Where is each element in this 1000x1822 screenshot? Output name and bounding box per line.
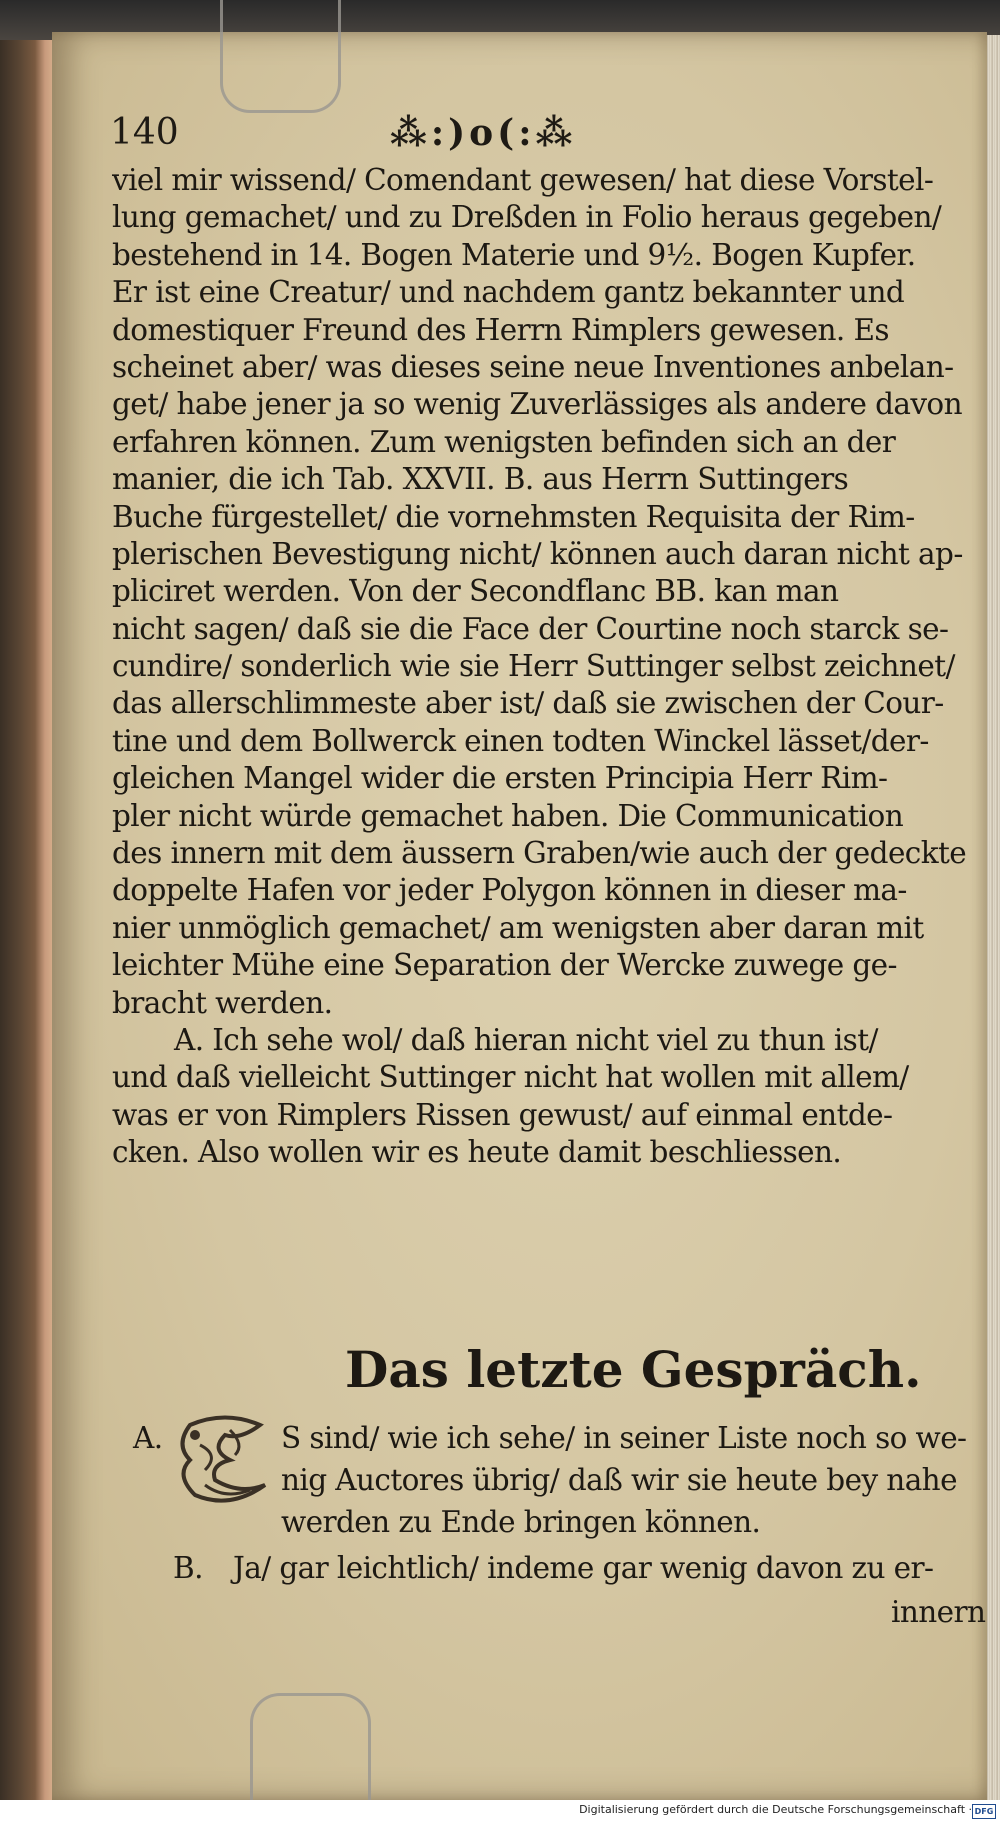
digitization-credit: Digitalisierung gefördert durch die Deutsche Forschungsgemeinschaft · [579, 1803, 972, 1816]
text-line: des innern mit dem äussern Graben/wie auch der gedeckte [112, 836, 967, 871]
body-text [112, 162, 988, 1172]
catchword: innern [891, 1595, 986, 1629]
text-line: gleichen Mangel wider die ersten Principia Herr Rim- [112, 761, 888, 796]
text-line: doppelte Hafen vor jeder Polygon können in dieser ma- [112, 873, 907, 908]
text-line: tine und dem Bollwerck einen todten Winckel lässet/der- [112, 723, 929, 758]
dialogue-line: Ja/ gar leichtlich/ indeme gar wenig davon zu er- [233, 1551, 934, 1585]
text-line: cken. Also wollen wir es heute damit beschliessen. [112, 1135, 842, 1170]
text-line: bestehend in 14. Bogen Materie und 9½. Bogen Kupfer. [112, 237, 916, 272]
text-line: bracht werden. [112, 985, 333, 1020]
dialogue-line: nig Auctores übrig/ daß wir sie heute bey nahe [281, 1463, 957, 1497]
text-line: A. Ich sehe wol/ daß hieran nicht viel zu thun ist/ [174, 1022, 878, 1057]
text-line: plerischen Bevestigung nicht/ können auch daran nicht ap- [112, 536, 963, 571]
speaker-b: B. [173, 1551, 203, 1585]
text-line: was er von Rimplers Rissen gewust/ auf einmal entde- [112, 1097, 893, 1132]
text-line: lung gemachet/ und zu Dreßden in Folio heraus gegeben/ [112, 200, 942, 235]
speaker-a: A. [133, 1421, 163, 1455]
text-line: cundire/ sonderlich wie sie Herr Suttinger selbst zeichnet/ [112, 649, 955, 684]
page-clip-bottom [250, 1693, 371, 1803]
text-line: Buche fürgestellet/ die vornehmsten Requisita der Rim- [112, 499, 915, 534]
text-line: leichter Mühe eine Separation der Wercke zuwege ge- [112, 948, 897, 983]
header-ornament: ⁂:)o(:⁂ [390, 112, 577, 154]
dialogue-line: werden zu Ende bringen können. [281, 1505, 761, 1539]
dialogue-line: S sind/ wie ich sehe/ in seiner Liste noch so we- [281, 1421, 967, 1455]
text-line: viel mir wissend/ Comendant gewesen/ hat diese Vorstel- [112, 163, 934, 197]
text-line: das allerschlimmeste aber ist/ daß sie zwischen der Cour- [112, 686, 944, 721]
text-line: erfahren können. Zum wenigsten befinden sich an der [112, 424, 896, 459]
dfg-logo: DFG [972, 1804, 996, 1819]
decorative-initial-e [170, 1405, 280, 1515]
section-heading: Das letzte Gespräch. [345, 1340, 922, 1399]
text-line: nicht sagen/ daß sie die Face der Courtine noch starck se- [112, 611, 949, 646]
footer-bar [0, 1800, 1000, 1822]
text-line: get/ habe jener ja so wenig Zuverlässiges als andere davon [112, 387, 962, 422]
running-head [110, 112, 810, 162]
text-line: und daß vielleicht Suttinger nicht hat wollen mit allem/ [112, 1060, 909, 1095]
text-line: pler nicht würde gemachet haben. Die Communication [112, 798, 904, 833]
text-line: pliciret werden. Von der Secondflanc BB. kan man [112, 574, 839, 609]
text-line: domestiquer Freund des Herrn Rimplers gewesen. Es [112, 312, 889, 347]
text-line: nier unmöglich gemachet/ am wenigsten aber daran mit [112, 910, 924, 945]
text-line: scheinet aber/ was dieses seine neue Inventiones anbelan- [112, 349, 954, 384]
page-number: 140 [110, 112, 179, 153]
text-line: Er ist eine Creatur/ und nachdem gantz bekannter und [112, 275, 905, 310]
text-line: manier, die ich Tab. XXVII. B. aus Herrn Suttingers [112, 462, 849, 497]
page-clip-top [220, 0, 341, 113]
